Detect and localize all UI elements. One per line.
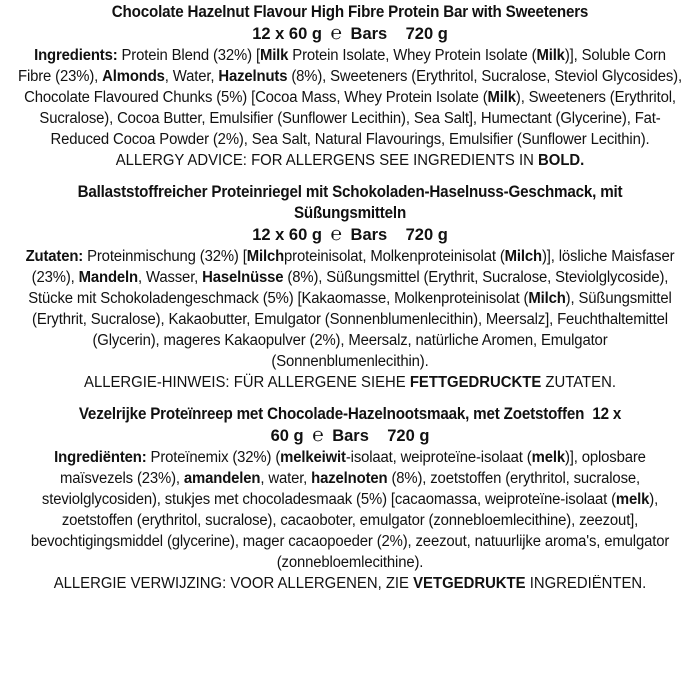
text-run: (8%), Süßungsmittel (Erythrit, Sucralose, Steviolglycoside), Stücke mit Schokoladengeschmack (5%) [Kakaomasse, Molkenproteinisolat (: [28, 269, 669, 307]
quantity-line: [4, 23, 696, 45]
quantity-unit: Bars: [350, 25, 388, 43]
allergen-bold-text: Almonds: [102, 68, 165, 85]
text-run: ALLERGIE VERWIJZING: VOOR ALLERGENEN, ZIE: [53, 575, 414, 592]
quantity-line: [4, 425, 696, 447]
section-english: [4, 0, 696, 171]
ingredients-label: Zutaten:: [25, 248, 84, 265]
quantity-x: x: [612, 405, 622, 423]
allergen-bold-text: Hazelnuts: [218, 68, 288, 85]
text-run: proteinisolat, Molkenproteinisolat (: [284, 248, 505, 265]
quantity-weight: 60 g: [288, 25, 322, 43]
allergen-bold-text: Milch: [528, 290, 566, 307]
text-run: , Water,: [164, 68, 219, 85]
quantity-total: 720 g: [405, 25, 448, 43]
allergen-bold-text: Milk: [259, 47, 289, 64]
product-title: Ballaststoffreicher Proteinriegel mit Schokoladen-Haselnuss-Geschmack, mit Süßungsmitteln: [77, 183, 623, 222]
ingredients-text: [31, 449, 669, 571]
section-dutch: [4, 402, 696, 594]
allergen-bold-text: melk: [531, 449, 565, 466]
text-run: , water,: [260, 470, 312, 487]
section-german: [4, 180, 696, 393]
product-title: Vezelrijke Proteïnreep met Chocolade-Hazelnootsmaak, met Zoetstoffen: [78, 405, 585, 423]
text-run: ALLERGY ADVICE: FOR ALLERGENS SEE INGREDIENTS IN: [115, 152, 538, 169]
text-run: Protein Blend (32%) [: [117, 47, 260, 64]
estimated-sign-icon: ℮: [330, 224, 342, 245]
allergen-bold-text: FETTGEDRUCKTE: [409, 374, 542, 391]
quantity-count: 12: [252, 226, 271, 244]
allergen-bold-text: Milk: [487, 89, 516, 106]
text-run: ), Süßungsmittel (Erythrit, Sucralose), Kakaobutter, Emulgator (Sonnenblumenlecithin), Meersalz], Feuchthaltemittel (Glycerin), mageres Kakaopulver (2%), Meersalz, natürliche Aromen, Emulgator (Sonnenblumenlecithin).: [32, 290, 672, 370]
divider: [4, 398, 696, 399]
allergen-bold-text: melk: [615, 491, 650, 508]
quantity-weight: 60 g: [270, 427, 304, 445]
quantity-count: 12: [252, 25, 271, 43]
text-run: )], lösliche Maisfaser (23%),: [31, 248, 675, 286]
text-run: -isolaat, weiproteïne-isolaat (: [345, 449, 532, 466]
text-run: ALLERGIE-HINWEIS: FÜR ALLERGENE SIEHE: [84, 374, 410, 391]
text-run: )], Soluble Corn Fibre (23%),: [18, 47, 666, 85]
divider: [4, 176, 696, 177]
ingredients-paragraph: [18, 45, 682, 150]
text-run: (8%), zoetstoffen (erythritol, sucralose, steviolglycosiden), stukjes met chocoladesmaak (5%) [cacaomassa, weiproteïne-isolaat (: [41, 470, 640, 508]
allergen-bold-text: Haselnüsse: [202, 269, 284, 286]
allergy-advice: [18, 372, 682, 393]
allergen-bold-text: Milch: [246, 248, 285, 265]
text-run: Protein Isolate, Whey Protein Isolate (: [288, 47, 537, 64]
text-run: Proteinmischung (32%) [: [83, 248, 247, 265]
allergen-bold-text: Milch: [504, 248, 542, 265]
quantity-line: [4, 224, 696, 246]
text-run: Proteïnemix (32%) (: [146, 449, 281, 466]
text-run: INGREDIËNTEN.: [525, 575, 647, 592]
text-run: (8%), Sweeteners (Erythritol, Sucralose, Steviol Glycosides), Chocolate Flavoured Chunks (5%) [Cocoa Mass, Whey Protein Isolate (: [24, 68, 682, 106]
quantity-unit: Bars: [332, 427, 369, 445]
quantity-count: 12: [592, 405, 609, 423]
allergen-bold-text: Mandeln: [78, 269, 139, 286]
allergen-bold-text: Milk: [536, 47, 565, 64]
text-run: , Wasser,: [138, 269, 203, 286]
allergen-bold-text: BOLD.: [537, 152, 585, 169]
quantity-total: 720 g: [387, 427, 430, 445]
product-title-with-quantity: [32, 402, 669, 425]
estimated-sign-icon: ℮: [330, 23, 342, 44]
ingredients-paragraph: [18, 246, 682, 372]
allergen-bold-text: VETGEDRUKTE: [413, 575, 526, 592]
estimated-sign-icon: ℮: [312, 425, 324, 446]
allergy-advice: [18, 573, 682, 594]
quantity-x: x: [275, 226, 285, 244]
ingredients-label: Ingredients:: [34, 47, 118, 64]
ingredients-text: [18, 47, 682, 148]
ingredients-paragraph: [18, 447, 682, 573]
quantity-weight: 60 g: [288, 226, 322, 244]
product-title: Chocolate Hazelnut Flavour High Fibre Protein Bar with Sweeteners: [111, 3, 589, 21]
allergen-bold-text: amandelen: [183, 470, 261, 487]
quantity-x: x: [275, 25, 285, 43]
allergen-bold-text: hazelnoten: [311, 470, 388, 487]
allergy-advice: [18, 150, 682, 171]
text-run: ), zoetstoffen (erythritol, sucralose), cacaoboter, emulgator (zonnebloemlecithine), zeezout], bevochtigingsmiddel (glycerine), mager cacaopoeder (2%), zeezout, natuurlijke aroma's, emulgator (zonnebloemlecithine).: [30, 491, 670, 571]
text-run: ), Sweeteners (Erythritol, Sucralose), Cocoa Butter, Emulsifier (Sunflower Lecithin), Sea Salt], Humectant (Glycerine), Fat-Reduced Cocoa Powder (2%), Sea Salt, Natural Flavourings, Emulsifier (Sunflower Lecithin).: [39, 89, 676, 148]
quantity-unit: Bars: [350, 226, 388, 244]
quantity-total: 720 g: [405, 226, 448, 244]
text-run: )], oplosbare maïsvezels (23%),: [59, 449, 646, 487]
ingredients-text: [25, 248, 675, 370]
text-run: ZUTATEN.: [541, 374, 616, 391]
ingredients-label: Ingrediënten:: [54, 449, 147, 466]
allergen-bold-text: melkeiwit: [280, 449, 346, 466]
